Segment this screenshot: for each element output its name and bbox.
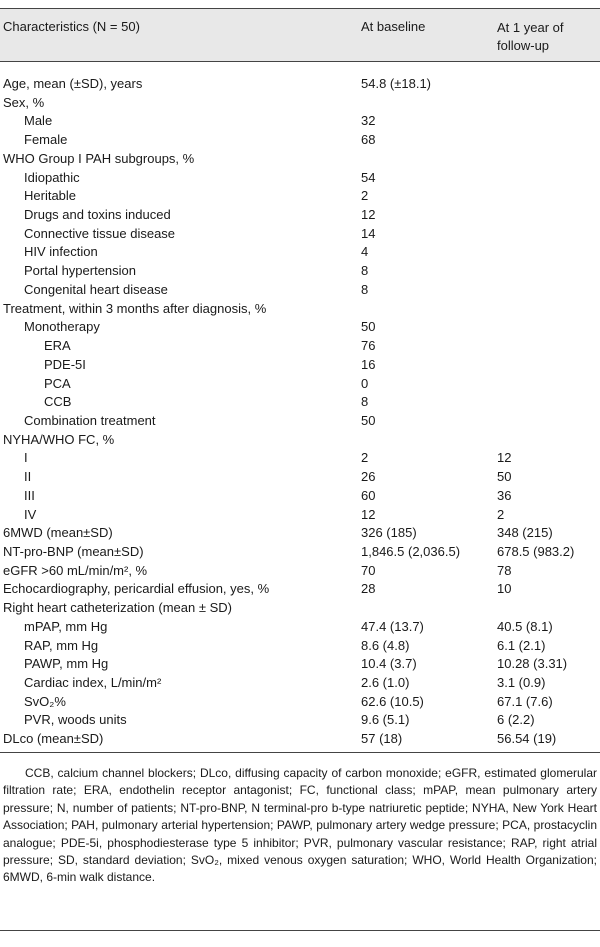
row-baseline-value: 32 (361, 113, 376, 129)
row-baseline-value: 50 (361, 412, 376, 428)
row-baseline-value: 2.6 (1.0) (361, 675, 410, 690)
table-row (0, 169, 600, 188)
row-baseline-value: 8 (361, 394, 369, 410)
row-baseline-value: 8 (361, 281, 369, 297)
row-label: I (24, 450, 28, 466)
table-row (0, 543, 600, 562)
row-baseline-value: 28 (361, 581, 376, 597)
table-row (0, 262, 600, 281)
table-row (0, 431, 600, 450)
row-label: PVR, woods units (24, 712, 127, 728)
row-baseline-value: 14 (361, 225, 376, 241)
row-baseline-value: 2 (361, 188, 369, 204)
table-row (0, 449, 600, 468)
row-baseline-value: 50 (361, 319, 376, 335)
table-row (0, 562, 600, 581)
row-baseline-value: 60 (361, 487, 376, 503)
row-followup-value: 3.1 (0.9) (497, 675, 546, 690)
table-row (0, 94, 600, 113)
row-followup-value: 12 (497, 450, 512, 466)
row-label: HIV infection (24, 244, 98, 260)
row-label: Right heart catheterization (mean ± SD) (3, 600, 232, 616)
table-row (0, 711, 600, 730)
row-followup-value: 36 (497, 487, 512, 503)
table-row (0, 599, 600, 618)
row-baseline-value: 8 (361, 263, 369, 279)
row-baseline-value: 8.6 (4.8) (361, 637, 410, 653)
table-row (0, 524, 600, 543)
row-label: PCA (44, 375, 71, 391)
table-row (0, 393, 600, 412)
row-label: eGFR >60 mL/min/m², % (3, 562, 148, 578)
row-label: Portal hypertension (24, 263, 137, 279)
row-label: III (24, 487, 35, 503)
row-baseline-value: 54.8 (±18.1) (361, 76, 432, 91)
table-row (0, 131, 600, 150)
row-followup-value: 6.1 (2.1) (497, 637, 546, 653)
table-row (0, 337, 600, 356)
row-baseline-value: 10.4 (3.7) (361, 656, 417, 672)
row-label: Female (24, 132, 68, 148)
row-label: Connective tissue disease (24, 225, 176, 241)
row-baseline-value: 4 (361, 244, 369, 260)
row-label: WHO Group I PAH subgroups, % (3, 150, 195, 166)
row-label: SvO₂% (24, 693, 66, 709)
row-label: Heritable (24, 188, 77, 204)
row-baseline-value: 54 (361, 169, 376, 185)
table-header (0, 8, 600, 62)
row-followup-value: 40.5 (8.1) (497, 618, 553, 634)
row-followup-value: 348 (215) (497, 525, 553, 541)
row-label: Sex, % (3, 94, 45, 110)
row-label: 6MWD (mean±SD) (3, 525, 113, 541)
row-label: NYHA/WHO FC, % (3, 431, 115, 447)
table-row (0, 693, 600, 712)
row-baseline-value: 57 (18) (361, 731, 403, 747)
row-followup-value: 2 (497, 506, 505, 522)
table-row (0, 150, 600, 169)
table-row (0, 318, 600, 337)
row-label: Congenital heart disease (24, 281, 168, 297)
row-followup-value: 10 (497, 581, 512, 597)
header-characteristics: Characteristics (N = 50) (3, 19, 140, 34)
row-label: Idiopathic (24, 169, 80, 185)
table-row (0, 75, 600, 94)
row-baseline-value: 62.6 (10.5) (361, 693, 424, 709)
table-row (0, 637, 600, 656)
row-label: Male (24, 113, 53, 129)
row-followup-value: 10.28 (3.31) (497, 656, 568, 672)
row-label: II (24, 469, 32, 485)
row-label: IV (24, 506, 37, 522)
row-followup-value: 56.54 (19) (497, 731, 557, 747)
row-followup-value: 67.1 (7.6) (497, 693, 553, 709)
row-followup-value: 78 (497, 562, 512, 578)
row-label: mPAP, mm Hg (24, 618, 108, 634)
row-baseline-value: 326 (185) (361, 525, 417, 541)
row-baseline-value: 12 (361, 207, 376, 223)
header-followup: At 1 year of follow-up (497, 20, 564, 53)
row-label: NT-pro-BNP (mean±SD) (3, 543, 144, 559)
row-baseline-value: 68 (361, 132, 376, 148)
table-row (0, 412, 600, 431)
row-label: Monotherapy (24, 319, 100, 335)
header-baseline: At baseline (361, 19, 426, 34)
row-baseline-value: 0 (361, 375, 369, 391)
table-row (0, 300, 600, 319)
row-baseline-value: 2 (361, 450, 369, 466)
row-baseline-value: 16 (361, 356, 376, 372)
table-row (0, 468, 600, 487)
table-row (0, 225, 600, 244)
table-row (0, 206, 600, 225)
row-label: PAWP, mm Hg (24, 656, 109, 672)
table-row (0, 375, 600, 394)
row-label: ERA (44, 338, 71, 354)
row-label: Echocardiography, pericardial effusion, yes, % (3, 581, 270, 597)
row-label: Cardiac index, L/min/m² (24, 675, 162, 690)
table-footnote: CCB, calcium channel blockers; DLco, diffusing capacity of carbon monoxide; eGFR, estimated glomerular filtration rate; ERA, endothelin receptor antagonist; FC, functional class; mPAP, mean pulmonary artery pressure; N, number of patients; NT-pro-BNP, N terminal-pro b-type natriuretic peptide; NYHA, New York Heart Association; PAH, pulmonary arterial hypertension; PAWP, pulmonary artery wedge pressure; PCA, prostacyclin analogue; PDE-5i, phosphodiesterase type 5 inhibitor; PVR, pulmonary vascular resistance; RAP, right atrial pressure; SD, standard deviation; SvO₂, mixed venous oxygen saturation; WHO, World Health Organization; 6MWD, 6-min walk distance. (3, 766, 597, 885)
row-baseline-value: 12 (361, 506, 376, 522)
table-row (0, 655, 600, 674)
row-followup-value: 6 (2.2) (497, 712, 535, 728)
row-baseline-value: 26 (361, 469, 376, 485)
table-row (0, 618, 600, 637)
row-baseline-value: 76 (361, 338, 376, 354)
row-baseline-value: 1,846.5 (2,036.5) (361, 543, 461, 559)
table-row (0, 112, 600, 131)
table-row (0, 356, 600, 375)
row-baseline-value: 70 (361, 562, 376, 578)
row-baseline-value: 47.4 (13.7) (361, 618, 424, 634)
table-body (0, 75, 600, 749)
row-label: RAP, mm Hg (24, 637, 99, 653)
table-row (0, 506, 600, 525)
table-row (0, 187, 600, 206)
row-label: PDE-5I (44, 356, 86, 372)
table-row (0, 487, 600, 506)
row-label: Age, mean (±SD), years (3, 76, 143, 91)
table-row (0, 674, 600, 693)
footnote-bottom-rule (0, 930, 600, 931)
row-label: Combination treatment (24, 412, 156, 428)
table-row (0, 281, 600, 300)
table-row (0, 730, 600, 749)
table-row (0, 580, 600, 599)
table-bottom-rule (0, 752, 600, 753)
row-label: DLco (mean±SD) (3, 731, 104, 747)
row-followup-value: 50 (497, 469, 512, 485)
row-label: Treatment, within 3 months after diagnosis, % (3, 300, 267, 316)
row-label: Drugs and toxins induced (24, 207, 171, 223)
table-row (0, 243, 600, 262)
row-label: CCB (44, 394, 72, 410)
row-followup-value: 678.5 (983.2) (497, 543, 575, 559)
row-baseline-value: 9.6 (5.1) (361, 712, 410, 728)
